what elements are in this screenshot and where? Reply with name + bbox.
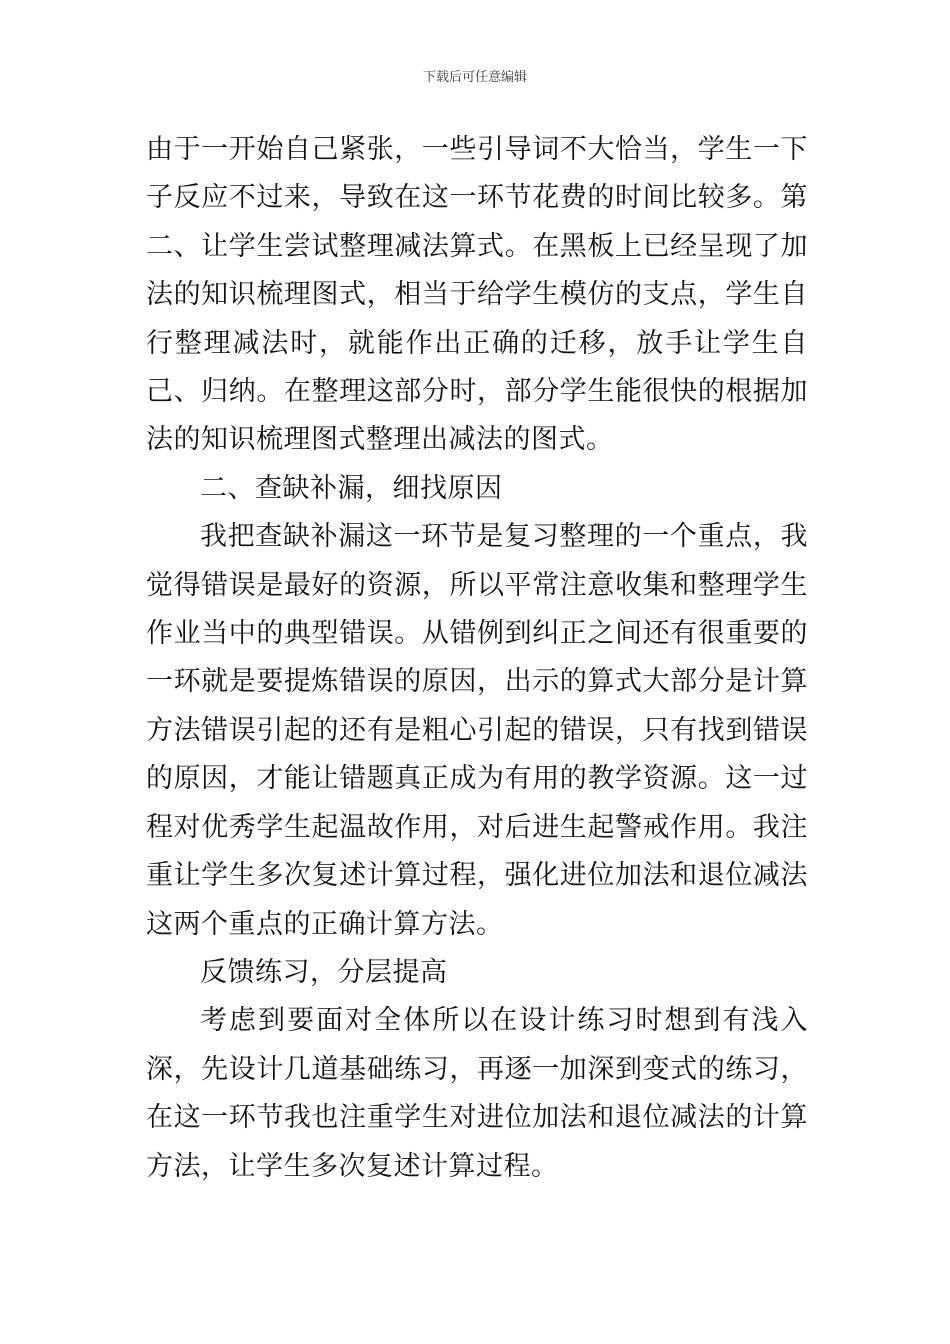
paragraph-check-gaps: 我把查缺补漏这一环节是复习整理的一个重点，我觉得错误是最好的资源，所以平常注意收集和整理学生作业当中的典型错误。从错例到纠正之间还有很重要的一环就是要提炼错误的原因，出示的算式大部分是计算方法错误引起的还有是粗心引起的错误，只有找到错误的原因，才能让错题真正成为有用的教学资源。这一过程对优秀学生起温故作用，对后进生起警戒作用。我注重让学生多次复述计算过程，强化进位加法和退位减法这两个重点的正确计算方法。 bbox=[146, 521, 808, 940]
section-heading-check-gaps: 二、查缺补漏，细找原因 bbox=[200, 472, 503, 504]
section-heading-feedback-practice: 反馈练习，分层提高 bbox=[200, 956, 448, 988]
document-body bbox=[146, 126, 808, 1191]
paragraph-feedback-practice: 考虑到要面对全体所以在设计练习时想到有浅入深，先设计几道基础练习，再逐一加深到变式的练习，在这一环节我也注重学生对进位加法和退位减法的计算方法，让学生多次复述计算过程。 bbox=[146, 1005, 808, 1182]
header-note: 下载后可任意编辑 bbox=[422, 70, 527, 85]
paragraph-continuation: 由于一开始自己紧张，一些引导词不大恰当，学生一下子反应不过来，导致在这一环节花费的时间比较多。第二、让学生尝试整理减法算式。在黑板上已经呈现了加法的知识梳理图式，相当于给学生模仿的支点，学生自行整理减法时，就能作出正确的迁移，放手让学生自己、归纳。在整理这部分时，部分学生能很快的根据加法的知识梳理图式整理出减法的图式。 bbox=[146, 134, 808, 456]
